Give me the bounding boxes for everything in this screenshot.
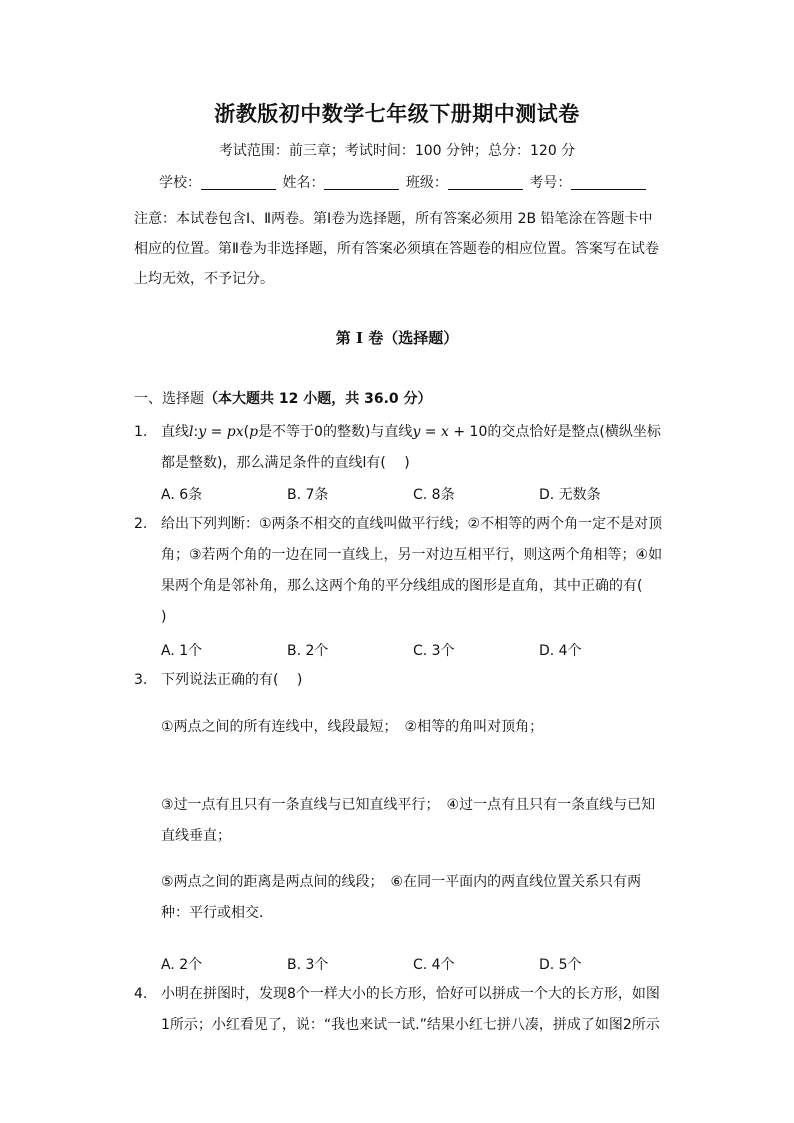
question-number: 2.: [134, 516, 148, 532]
question-text: 给出下列判断：①两条不相交的直线叫做平行线；②不相等的两个角一定不是对顶角；③若两个角的一边在同一直线上，另一对边互相平行，则这两个角相等；④如果两个角是邻补角，那么这两个角的平分线组成的图形是直角，其中正确的有( ): [161, 516, 663, 625]
part-heading-detail: （本大题共 12 小题，共 36.0 分）: [204, 391, 432, 407]
q1-text-part: (: [243, 424, 250, 440]
q1-math-y2: y: [412, 424, 421, 440]
exam-note: 注意：本试卷包含Ⅰ、Ⅱ两卷。第Ⅰ卷为选择题，所有答案必须用 2B 铅笔涂在答题卡中相应的位置。第Ⅱ卷为非选择题，所有答案必须填在答题卷的相应位置。答案写在试卷上均无效，不予记分。: [134, 211, 659, 287]
option-d[interactable]: D. 4个: [539, 643, 582, 659]
option-c[interactable]: C. 8条: [413, 487, 455, 503]
exam-subtitle: 考试范围：前三章；考试时间：100 分钟；总分：120 分: [218, 143, 576, 159]
q1-text-part: =: [420, 424, 441, 440]
name-blank[interactable]: [324, 175, 399, 190]
q1-math-y: y: [198, 424, 207, 440]
exam-title: 浙教版初中数学七年级下册期中测试卷: [214, 101, 580, 126]
section-title: 第 I 卷（选择题）: [335, 329, 459, 347]
info-label-school: 学校：: [159, 175, 201, 191]
q1-math-p: p: [249, 424, 259, 440]
question-number: 4.: [134, 986, 148, 1002]
class-blank[interactable]: [448, 175, 523, 190]
option-c[interactable]: C. 3个: [413, 643, 455, 659]
part-heading: [134, 388, 432, 408]
q1-text-part: =: [206, 424, 227, 440]
option-d[interactable]: D. 无数条: [539, 487, 601, 503]
question-text: [161, 417, 665, 479]
option-d[interactable]: D. 5个: [539, 957, 582, 973]
q1-text-part: + 10的交点恰好是整点(横纵坐标都是整数)，那么满足条件的直线l有( ): [161, 424, 661, 471]
answer-options: [161, 484, 665, 504]
school-blank[interactable]: [201, 175, 276, 190]
statement-line: ①两点之间的所有连线中，线段最短； ②相等的角叫对顶角；: [161, 719, 544, 735]
option-b[interactable]: B. 3个: [287, 957, 329, 973]
part-heading-prefix: 一、选择题: [134, 391, 204, 407]
answer-options: [161, 954, 665, 974]
question-text: 小明在拼图时，发现8个一样大小的长方形，恰好可以拼成一个大的长方形，如图1所示；小红看见了，说：“我也来试一试.”结果小红七拼八凑，拼成了如图2所示: [161, 986, 660, 1033]
q1-math-px: px: [226, 424, 244, 440]
q1-text-part: :: [193, 424, 199, 440]
info-label-class: 班级：: [405, 175, 448, 191]
option-b[interactable]: B. 7条: [287, 487, 329, 503]
question-number: 3.: [134, 672, 148, 688]
option-a[interactable]: A. 6条: [161, 487, 203, 503]
q1-text-part: 直线: [161, 424, 189, 440]
question-number: 1.: [134, 424, 148, 440]
statement-line: ⑤两点之间的距离是两点间的线段； ⑥在同一平面内的两直线位置关系只有两种：平行或相交．: [161, 874, 642, 921]
option-c[interactable]: C. 4个: [413, 957, 455, 973]
option-a[interactable]: A. 2个: [161, 957, 203, 973]
question-text: 下列说法正确的有( ): [161, 672, 303, 688]
info-label-name: 姓名：: [282, 175, 325, 191]
q1-math-x: x: [441, 424, 449, 440]
q1-math-l: l: [189, 424, 194, 440]
id-blank[interactable]: [571, 175, 646, 190]
q1-text-part: 是不等于0的整数)与直线: [258, 424, 413, 440]
option-a[interactable]: A. 1个: [161, 643, 203, 659]
info-label-id: 考号：: [529, 175, 572, 191]
answer-options: [161, 640, 665, 660]
statement-line: ③过一点有且只有一条直线与已知直线平行； ④过一点有且只有一条直线与已知直线垂直；: [161, 797, 656, 844]
option-b[interactable]: B. 2个: [287, 643, 329, 659]
student-info-line: [159, 172, 648, 192]
